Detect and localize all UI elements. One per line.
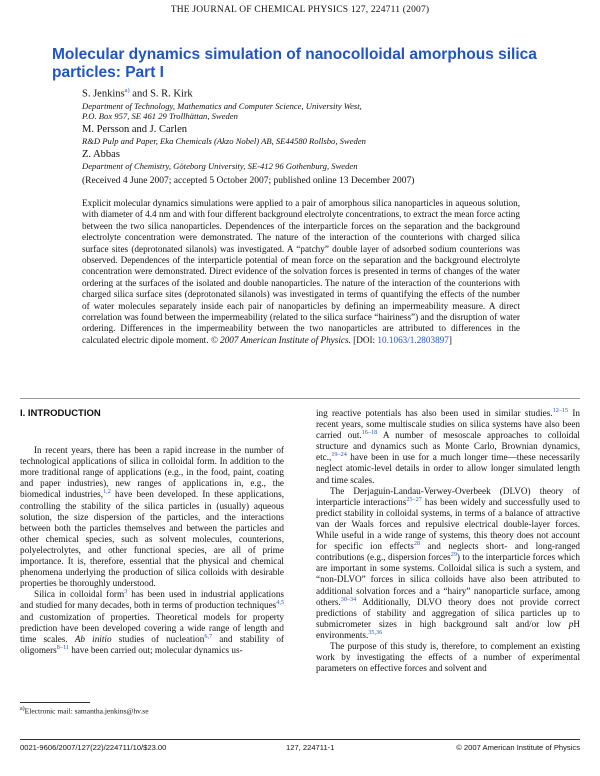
affiliation-2 [82,123,542,147]
author-line-3: Z. Abbas [82,149,120,160]
column-left [20,408,284,656]
column-right [316,408,580,674]
abstract-copyright: © 2007 American Institute of Physics. [210,334,351,345]
reference-citation[interactable]: 4,5 [276,599,284,607]
article-title: Molecular dynamics simulation of nanocolloidal amorphous silica particles: Part I [52,46,537,81]
affiliation-line: P.O. Box 957, SE 461 29 Trollhättan, Sweden [82,111,238,121]
reference-citation[interactable]: 3 [124,588,128,596]
abstract: Explicit molecular dynamics simulations were applied to a pair of amorphous silica nanoparticles in aqueous solution, with diameter of 4.4 nm and with four different background electrolyte concentrations, to extract the mean force acting between the two silica nanoparticles. Dependences of the interparticle forces on the separation and the background electrolyte concentration were demonstrated. The nature of the interaction of the counterions with charged silica surface sites (deprotonated silanols) was investigated. A “patchy” double layer of adsorbed sodium counterions was observed. Dependences of the interparticle potential of mean force on the separation and the background electrolyte concentration were demonstrated. Direct evidence of the solvation forces is presented in terms of changes of the water ordering at the surfaces of the isolated and double nanoparticles. The nature of the interaction of the counterions with charged silica surface sites (deprotonated silanols) was investigated in terms of quantifying the effects of the number of water molecules separately inside each pair of nanoparticles by defining an impermeability measure. A direct correlation was found between the impermeability (related to the silica surface “hairiness”) and the disruption of water ordering. Differences in the impermeability between the two nanoparticles are attributed to differences in the calculated electric dipole moment. © 2007 American Institute of Physics. [DOI: 10.1063/1.2803897] [82,198,520,345]
abstract-divider [20,398,580,399]
reference-citation[interactable]: 8–11 [56,643,69,651]
affiliation-3 [82,148,542,172]
reference-citation[interactable]: 28 [413,540,421,548]
paragraph: The purpose of this study is, therefore, to complement an existing work by investigating the effects of a number of experimental parameters on effective forces and solvent and [316,640,580,674]
abstract-text: Explicit molecular dynamics simulations were applied to a pair of amorphous silica nanoparticles in aqueous solution, with diameter of 4.4 nm and with four different background electrolyte concentrations, to extract the mean force acting between the two silica nanoparticles. Dependences of the interparticle forces on the separation and the background electrolyte concentration were demonstrated. The nature of the interaction of the counterions with charged silica surface sites (deprotonated silanols) was investigated. A “patchy” double layer of adsorbed sodium counterions was observed. Dependences of the interparticle potential of mean force on the separation and the background electrolyte concentration were demonstrated. Direct evidence of the solvation forces is presented in terms of changes of the water ordering at the surfaces of the isolated and double nanoparticles. The nature of the interaction of the counterions with charged silica surface sites (deprotonated silanols) was investigated in terms of quantifying the effects of the number of water molecules separately inside each pair of nanoparticles by defining an impermeability measure. A direct correlation was found between the impermeability (related to the silica surface “hairiness”) and the disruption of water ordering. Differences in the impermeability between the two nanoparticles are attributed to differences in the calculated electric dipole moment. [82,198,520,345]
footnote-divider [20,702,90,703]
footer-page-number: 127, 224711-1 [286,743,335,752]
running-head: THE JOURNAL OF CHEMICAL PHYSICS 127, 224711 (2007) [170,5,430,15]
author-footnote-mark[interactable]: a) [124,87,130,94]
footer-copyright: © 2007 American Institute of Physics [456,743,580,752]
section-heading: I. INTRODUCTION [20,408,101,419]
reference-citation[interactable]: 25–27 [406,495,422,503]
paragraph: Silica in colloidal form$^3$ has been used in industrial applications and studied for many decades, both in terms of production techniques$^{4,5}$ and customization of properties. Theoretical models for property prediction have been developed covering a wide range of length and time scales. Ab initio studies of nucleation$^{6,7}$ and stability of oligomers$^{8-11}$ have been carried out; molecular dynamics us- [20,588,284,655]
footer-divider [20,739,580,740]
affiliation-line: R&D Pulp and Paper, Eka Chemicals (Akzo Nobel) AB, SE44580 Rollsbo, Sweden [82,136,366,146]
footer-issn: 0021-9606/2007/127(22)/224711/10/$23.00 [20,743,167,752]
reference-citation[interactable]: 30–34 [340,595,357,603]
paragraph: ing reactive potentials has also been used in similar studies.$^{12-15}$ In recent years, some multiscale studies on silica systems have also been carried out.$^{16-18}$ A number of mesoscale approaches to colloidal structure and dynamics such as Monte Carlo, Brownian dynamics, etc.,$^{19-24}$ have been in use for a much longer time—these necessarily neglect atomic-level details in order to allow longer simulated length and time scales. [316,406,580,485]
author-line-2: M. Persson and J. Carlen [82,124,187,135]
reference-citation[interactable]: 16–18 [361,429,378,437]
paragraph: The Derjaguin-Landau-Verwey-Overbeek (DLVO) theory of interparticle interactions$^{25-27}$ has been widely and successfully used to predict stability in colloidal systems, in terms of a balance of attractive van der Waals forces and repulsive electrical double-layer forces. While useful in a wide range of systems, this theory does not account for specific ion effects$^{28}$ and neglects short- and long-ranged contributions (e.g., dispersion forces$^{29}$) to the interparticle forces which are important in some systems. Colloidal silica is such a system, and “non-DLVO” forces in silica colloids have also been attributed to additional solvation forces and a “hairy” nanoparticle surface, among others.$^{30-34}$ Additionally, DLVO theory does not provide correct predictions of stability and aggregation of silica particles up to submicrometer sizes in high background salt and/or low pH environments.$^{35,36}$ [316,485,580,640]
affiliation-line: Department of Technology, Mathematics and Computer Science, University West, [82,100,362,111]
italic-text: Ab initio [74,633,112,644]
paragraph: In recent years, there has been a rapid increase in the number of technological applications of silica in colloidal form. In addition to the more traditional range of applications (e.g., in the food, paint, coating and paper industries), new ranges of applications in, e.g., the biomedical industries,$^{1,2}$ have been developed. In these applications, controlling the stability of the silica particles in (usually) aqueous solution, the size dispersion of the particles, and the interactions between both the particles themselves and between the particles and other chemical species, such as solvent molecules, counterions, polyelectrolytes, and other functional species, are all of prime importance. It is, therefore, essential that the physical and chemical phenomena underlying the production of silica colloids with desirable properties be thoroughly understood. [20,445,285,589]
doi-link[interactable]: 10.1063/1.2803897 [377,334,449,345]
italic-text: p [568,618,574,629]
reference-citation[interactable]: 6,7 [204,632,213,640]
author-line-1: S. Jenkins$^{a)}$ and S. R. Kirk [82,87,193,100]
reference-citation[interactable]: 29 [450,551,457,559]
reference-citation[interactable]: 19–24 [331,451,347,459]
reference-citation[interactable]: 35,36 [368,628,383,636]
reference-citation[interactable]: 12–15 [552,406,569,414]
footnote: $^{a)}$Electronic mail: samantha.jenkins@hv.se [20,706,149,716]
reference-citation[interactable]: 1,2 [103,488,111,496]
affiliation-line: Department of Chemistry, Göteborg University, SE-412 96 Gothenburg, Sweden [82,161,358,171]
affiliation-1 [82,84,542,122]
publication-dates: (Received 4 June 2007; accepted 5 October 2007; published online 13 December 2007) [82,176,415,186]
